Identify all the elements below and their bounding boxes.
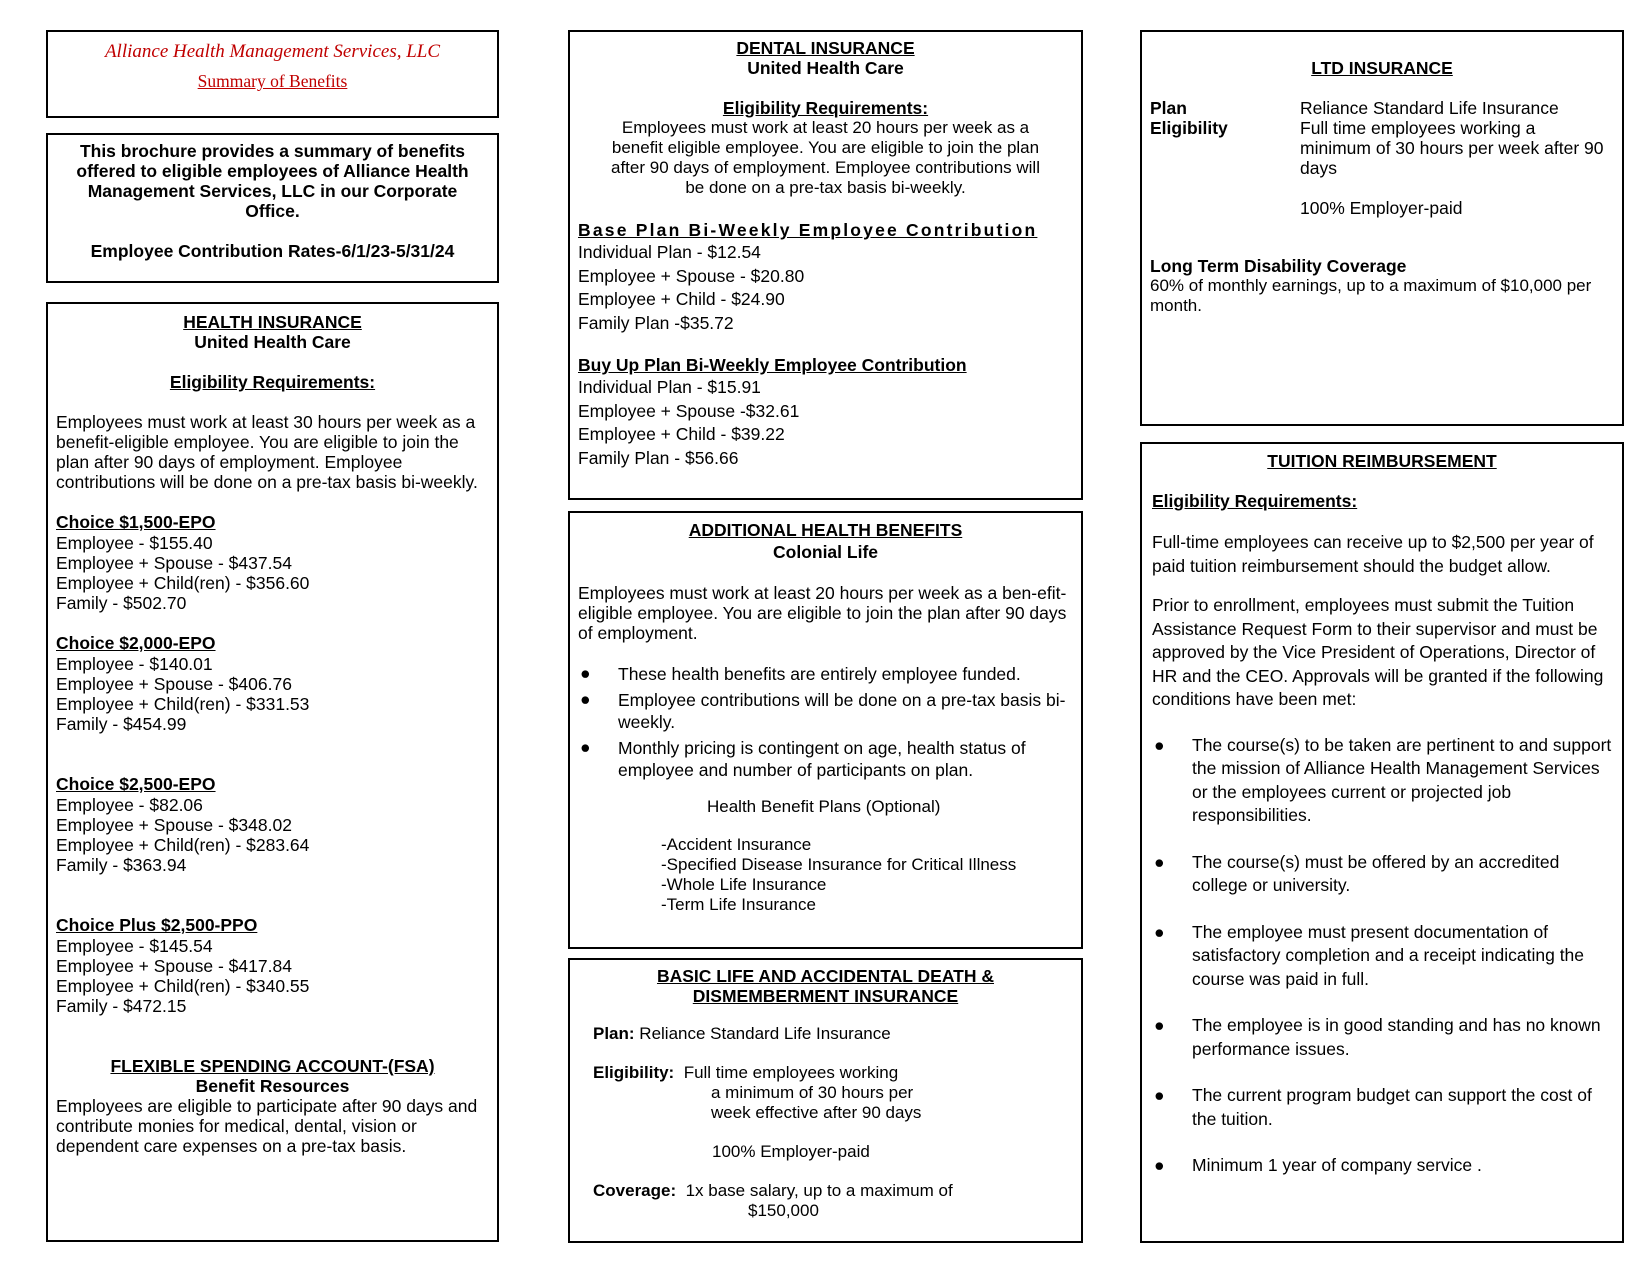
- tuition-condition: [1152, 734, 1612, 828]
- base-plan-heading: Base Plan Bi-Weekly Employee Contribution: [578, 220, 1038, 240]
- bullet-text: Employee contributions will be done on a pre-tax basis bi-weekly.: [618, 690, 1066, 732]
- plan-name: Choice Plus $2,500-PPO: [56, 915, 258, 935]
- additional-health-benefits-section: [568, 511, 1083, 949]
- buyup-plan-rate: Employee + Spouse -$32.61: [578, 400, 800, 421]
- condition-text: The employee must present documentation of satisfactory completion and a receipt indicating the course was paid in full.: [1192, 921, 1585, 989]
- brochure-subtitle: [48, 69, 497, 93]
- plan-rate: Family - $502.70: [56, 593, 187, 613]
- fsa-text: Employees are eligible to participate after 90 days and contribute monies for medical, dental, vision or dependent care expenses on a pre-tax basis.: [56, 1096, 478, 1156]
- ltd-employer-paid-row: [1150, 198, 1614, 218]
- ltd-title: [1150, 58, 1614, 78]
- tuition-reimbursement-section: [1140, 442, 1624, 1243]
- intro-box: [46, 133, 499, 283]
- base-plan-rate: Employee + Child - $24.90: [578, 289, 785, 309]
- tuition-condition: [1152, 1154, 1612, 1178]
- plan-rate: Employee + Child(ren) - $340.55: [56, 976, 310, 996]
- plan-rate: Employee + Spouse - $417.84: [56, 956, 292, 976]
- ltd-plan-row: [1150, 98, 1614, 118]
- bullet-icon: ●: [580, 689, 591, 709]
- basic-life-section: [568, 958, 1083, 1243]
- dental-title-text: DENTAL INSURANCE: [736, 38, 915, 58]
- bullet-icon: ●: [580, 737, 591, 757]
- rates-period: Employee Contribution Rates-6/1/23-5/31/24: [90, 241, 455, 261]
- dental-eligibility-text: [578, 118, 1073, 198]
- tuition-condition: [1152, 1084, 1612, 1131]
- health-carrier: United Health Care: [194, 332, 351, 352]
- health-eligibility-heading-text: Eligibility Requirements:: [169, 372, 376, 392]
- health-plan: [56, 512, 489, 613]
- optional-plan-item: -Specified Disease Insurance for Critical Illness: [661, 855, 1017, 874]
- health-plan: [56, 774, 489, 875]
- optional-plan-item: -Whole Life Insurance: [661, 875, 827, 894]
- ltd-plan-value: Reliance Standard Life Insurance: [1300, 98, 1559, 118]
- life-eligibility-row: [578, 1063, 1073, 1123]
- dental-eligibility-heading-text: Eligibility Requirements:: [722, 98, 929, 118]
- ltd-plan-label: Plan: [1150, 98, 1187, 118]
- health-plan: [56, 633, 489, 734]
- ltd-coverage-heading: Long Term Disability Coverage: [1150, 256, 1407, 276]
- dental-eligibility-line: be done on a pre-tax basis bi-weekly.: [685, 178, 966, 197]
- dental-carrier: United Health Care: [747, 58, 904, 78]
- health-title-text: HEALTH INSURANCE: [183, 312, 362, 332]
- optional-plan-item: -Accident Insurance: [661, 835, 812, 854]
- health-eligibility-text: Employees must work at least 30 hours per week as a benefit-eligible employee. You are eligible to join the plan after 90 days of employment. Employee contributions will be done on a pre-tax basis bi-weekly.: [56, 412, 478, 492]
- life-eligibility-label: Eligibility:: [593, 1063, 675, 1082]
- fsa-provider: Benefit Resources: [195, 1076, 350, 1096]
- buyup-plan-rate: Family Plan - $56.66: [578, 447, 739, 468]
- bullet-icon: ●: [1154, 1015, 1165, 1035]
- dental-eligibility-line: after 90 days of employment. Employee contributions will: [611, 158, 1040, 177]
- bullet-text: Monthly pricing is contingent on age, health status of employee and number of participants on plan.: [618, 738, 1026, 780]
- additional-carrier: Colonial Life: [773, 542, 878, 562]
- base-plan-rate: Employee + Spouse - $20.80: [578, 265, 805, 286]
- bullet-icon: ●: [1154, 921, 1165, 942]
- fsa-title: [56, 1056, 489, 1076]
- dental-eligibility-line: Employees must work at least 20 hours per week as a: [621, 118, 1030, 137]
- life-title-line: BASIC LIFE AND ACCIDENTAL DEATH &: [656, 966, 995, 986]
- intro-text: This brochure provides a summary of benefits offered to eligible employees of Alliance Health Management Services, LLC in our Corporate Office.: [76, 141, 469, 221]
- additional-bullet: [578, 737, 1073, 781]
- fsa-title-text: FLEXIBLE SPENDING ACCOUNT-(FSA): [110, 1056, 435, 1076]
- plan-name: Choice $2,000-EPO: [56, 633, 216, 653]
- condition-text: Minimum 1 year of company service .: [1192, 1155, 1482, 1175]
- life-plan-row: [578, 1024, 1073, 1044]
- tuition-eligibility-heading-text: Eligibility Requirements:: [1152, 491, 1358, 511]
- ltd-title-text: LTD INSURANCE: [1311, 58, 1453, 78]
- plan-rate: Family - $363.94: [56, 855, 187, 875]
- plan-rate: Family - $454.99: [56, 714, 187, 734]
- plan-rate: Employee - $155.40: [56, 533, 213, 553]
- tuition-condition: [1152, 921, 1612, 992]
- buyup-plan-rate: Employee + Child - $39.22: [578, 424, 785, 444]
- health-insurance-section: [46, 302, 499, 1242]
- tuition-eligibility-heading: [1152, 491, 1612, 511]
- health-eligibility-heading: [56, 372, 489, 392]
- tuition-title-text: TUITION REIMBURSEMENT: [1267, 451, 1497, 471]
- company-name: Alliance Health Management Services, LLC: [104, 41, 441, 62]
- title-box: [46, 30, 499, 118]
- life-eligibility-line: week effective after 90 days: [711, 1103, 922, 1122]
- additional-bullet: [578, 689, 1073, 733]
- plan-rate: Employee + Spouse - $406.76: [56, 674, 292, 694]
- life-eligibility-line: Full time employees working: [683, 1063, 899, 1082]
- life-coverage-line: 1x base salary, up to a maximum of: [685, 1181, 953, 1200]
- subtitle-text: Summary of Benefits: [197, 71, 348, 91]
- plan-rate: Employee + Spouse - $348.02: [56, 815, 292, 835]
- plan-rate: Employee - $145.54: [56, 936, 213, 956]
- life-plan-label: Plan:: [593, 1024, 635, 1043]
- life-eligibility-line: a minimum of 30 hours per: [711, 1083, 914, 1102]
- optional-plans-heading: Health Benefit Plans (Optional): [707, 797, 941, 816]
- tuition-para-2: Prior to enrollment, employees must submit the Tuition Assistance Request Form to their supervisor and must be approved by the Vice President of Operations, Director of HR and the CEO. Approvals will be granted if the following conditions have been met:: [1152, 595, 1604, 709]
- condition-text: The employee is in good standing and has no known performance issues.: [1192, 1015, 1601, 1059]
- buyup-plan-rate: Individual Plan - $15.91: [578, 377, 761, 397]
- base-plan-rate: Family Plan -$35.72: [578, 312, 734, 333]
- tuition-condition: [1152, 1014, 1612, 1061]
- plan-rate: Employee + Spouse - $437.54: [56, 553, 292, 573]
- health-plan: [56, 915, 489, 1016]
- life-coverage-line: $150,000: [748, 1201, 819, 1220]
- optional-plan-item: -Term Life Insurance: [661, 895, 816, 914]
- plan-rate: Employee - $82.06: [56, 795, 203, 815]
- tuition-condition: [1152, 851, 1612, 898]
- plan-name: Choice $2,500-EPO: [56, 774, 216, 794]
- bullet-icon: ●: [1154, 851, 1165, 872]
- plan-rate: Employee + Child(ren) - $331.53: [56, 694, 310, 714]
- dental-title: [578, 38, 1073, 58]
- life-title: [578, 966, 1073, 1006]
- additional-eligibility-text: Employees must work at least 20 hours per week as a ben-efit-eligible employee. You are eligible to join the plan after 90 days of employment.: [578, 583, 1067, 643]
- ltd-eligibility-row: [1150, 118, 1614, 178]
- tuition-title: [1152, 450, 1612, 472]
- ltd-insurance-section: [1140, 30, 1624, 426]
- plan-rate: Employee + Child(ren) - $283.64: [56, 835, 310, 855]
- ltd-eligibility-value: Full time employees working a minimum of 30 hours per week after 90 days: [1300, 118, 1604, 178]
- additional-bullet: [578, 663, 1073, 685]
- life-plan-value: Reliance Standard Life Insurance: [639, 1024, 891, 1043]
- fsa-section: [56, 1056, 489, 1156]
- bullet-icon: ●: [1154, 1155, 1165, 1175]
- bullet-icon: ●: [1154, 1085, 1165, 1105]
- condition-text: The current program budget can support the cost of the tuition.: [1192, 1085, 1592, 1129]
- optional-plans-list: [578, 835, 1073, 915]
- dental-insurance-section: [568, 30, 1083, 500]
- plan-rate: Family - $472.15: [56, 996, 187, 1016]
- bullet-icon: ●: [580, 663, 591, 683]
- bullet-text: These health benefits are entirely employee funded.: [618, 664, 1021, 684]
- plan-rate: Employee + Child(ren) - $356.60: [56, 573, 310, 593]
- plan-rate: Employee - $140.01: [56, 654, 213, 674]
- life-coverage-row: [578, 1181, 1073, 1221]
- condition-text: The course(s) to be taken are pertinent to and support the mission of Alliance Health Management Services or the employees current or projected job responsibilities.: [1192, 734, 1612, 825]
- base-plan-rate: Individual Plan - $12.54: [578, 242, 761, 262]
- dental-eligibility-heading: [578, 98, 1073, 118]
- ltd-employer-paid: 100% Employer-paid: [1300, 198, 1463, 218]
- ltd-eligibility-label: Eligibility: [1150, 118, 1228, 138]
- life-coverage-label: Coverage:: [593, 1181, 677, 1200]
- life-title-line: DISMEMBERMENT INSURANCE: [692, 986, 959, 1006]
- dental-eligibility-line: benefit eligible employee. You are eligible to join the plan: [611, 138, 1040, 157]
- tuition-para-1: Full-time employees can receive up to $2,500 per year of paid tuition reimbursement should the budget allow.: [1152, 532, 1594, 576]
- ltd-coverage-text: 60% of monthly earnings, up to a maximum of $10,000 per month.: [1150, 276, 1592, 315]
- additional-title: [578, 519, 1073, 541]
- condition-text: The course(s) must be offered by an accredited college or university.: [1192, 851, 1560, 895]
- buyup-plan-heading: Buy Up Plan Bi-Weekly Employee Contribution: [578, 355, 967, 375]
- life-employer-paid: 100% Employer-paid: [712, 1142, 870, 1161]
- bullet-icon: ●: [1154, 734, 1165, 755]
- plan-name: Choice $1,500-EPO: [56, 512, 216, 532]
- health-title: [56, 312, 489, 332]
- additional-title-text: ADDITIONAL HEALTH BENEFITS: [688, 520, 963, 540]
